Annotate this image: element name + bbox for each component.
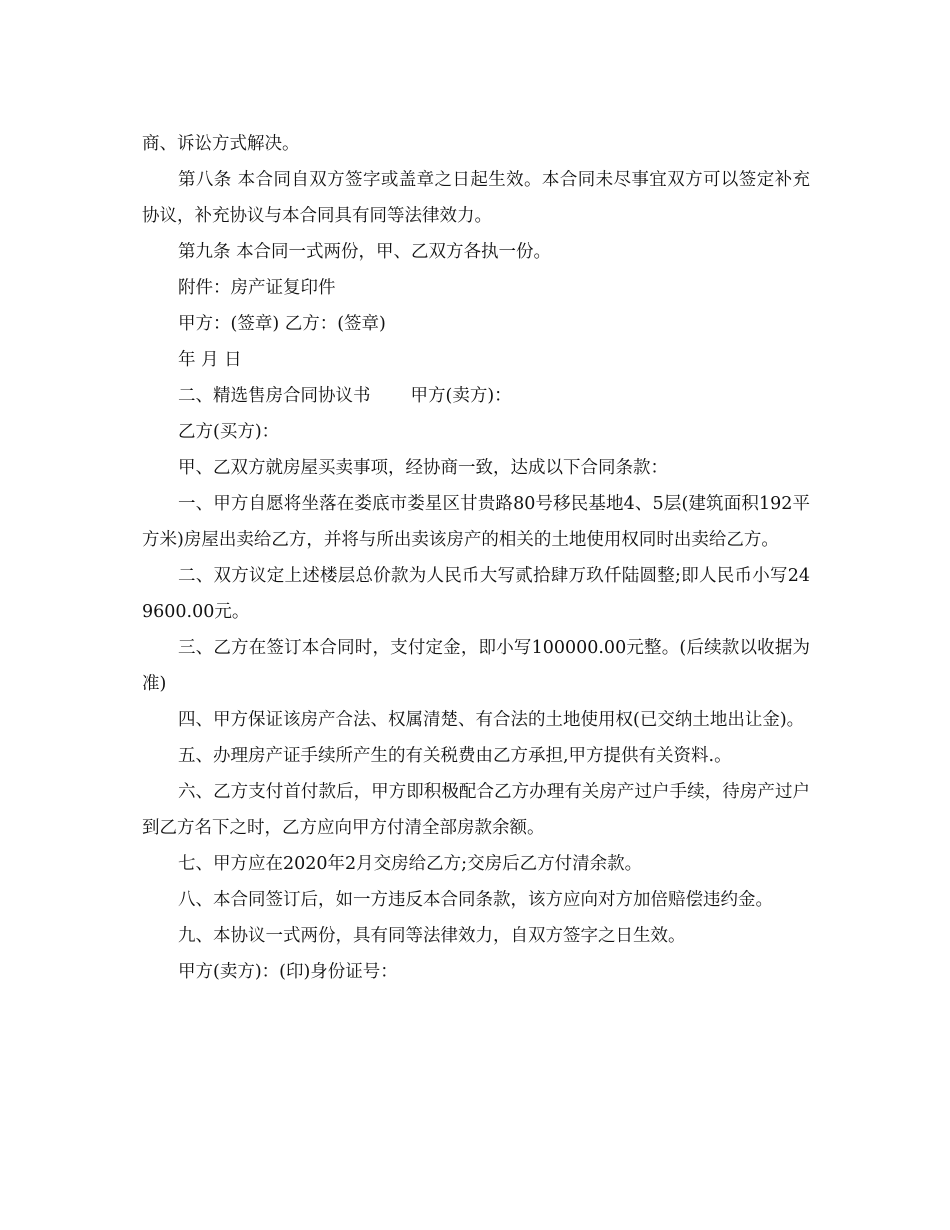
paragraph-section-heading (142, 378, 810, 414)
paragraph-article-8: 第八条 本合同自双方签字或盖章之日起生效。本合同未尽事宜双方可以签定补充协议，补充协议与本合同具有同等法律效力。 (142, 170, 810, 226)
section-heading: 二、精选售房合同协议书 (178, 386, 371, 406)
paragraph-buyer: 乙方(买方)： (178, 422, 280, 442)
clause-8: 八、本合同签订后，如一方违反本合同条款，该方应向对方加倍赔偿违约金。 (178, 890, 773, 910)
clause-5: 五、办理房产证手续所产生的有关税费由乙方承担,甲方提供有关资料.。 (178, 746, 732, 766)
paragraph-intro: 甲、乙双方就房屋买卖事项，经协商一致，达成以下合同条款： (178, 458, 668, 478)
clause-6: 六、乙方支付首付款后，甲方即积极配合乙方办理有关房产过户手续，待房产过户到乙方名下之时，乙方应向甲方付清全部房款余额。 (142, 782, 810, 838)
seller-label: 甲方(卖方)： (410, 386, 512, 406)
clause-7: 七、甲方应在2020年2月交房给乙方;交房后乙方付清余款。 (178, 854, 643, 874)
paragraph-date: 年 月 日 (178, 350, 242, 370)
clause-2: 二、双方议定上述楼层总价款为人民币大写贰拾肆万玖仟陆圆整;即人民币小写249600.00元。 (142, 566, 810, 622)
paragraph-signatures: 甲方：(签章) 乙方：(签章) (178, 314, 386, 334)
clause-9: 九、本协议一式两份，具有同等法律效力，自双方签字之日生效。 (178, 926, 686, 946)
paragraph-attachment: 附件：房产证复印件 (178, 278, 336, 298)
paragraph-seller-id: 甲方(卖方)：(印)身份证号： (178, 962, 398, 982)
clause-4: 四、甲方保证该房产合法、权属清楚、有合法的土地使用权(已交纳土地出让金)。 (178, 710, 805, 730)
clause-1: 一、甲方自愿将坐落在娄底市娄星区甘贵路80号移民基地4、5层(建筑面积192平方米)房屋出卖给乙方，并将与所出卖该房产的相关的土地使用权同时出卖给乙方。 (142, 494, 810, 550)
paragraph-article-9: 第九条 本合同一式两份，甲、乙双方各执一份。 (178, 242, 552, 262)
contract-text (142, 126, 810, 990)
paragraph-1: 商、诉讼方式解决。 (142, 134, 300, 154)
clause-3: 三、乙方在签订本合同时，支付定金，即小写100000.00元整。(后续款以收据为准) (142, 638, 810, 694)
